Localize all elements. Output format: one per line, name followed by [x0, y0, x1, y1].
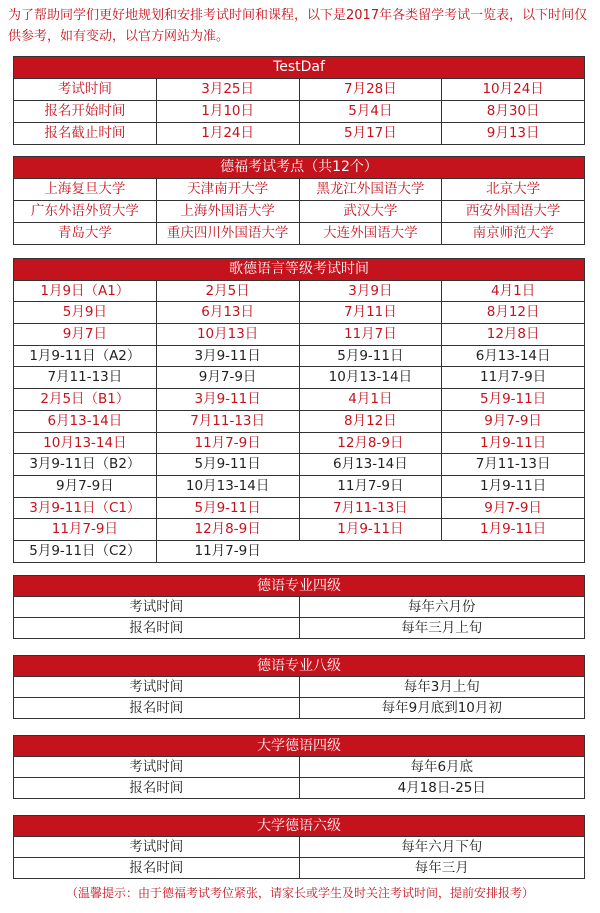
table-cell: 9月13日: [441, 123, 584, 144]
table-cell: 7月28日: [299, 79, 442, 100]
table-cell: 3月9-11日（B2）: [29, 456, 141, 473]
table-row: [14, 697, 584, 718]
table-cell: 9月7-9日: [441, 411, 584, 432]
table-cell: 南京师范大学: [441, 223, 584, 244]
table-row: [14, 301, 584, 323]
table-cell: 11月7-9日: [441, 367, 584, 388]
table-cell: 6月13日: [156, 302, 299, 323]
table-cell: 6月13-14日: [47, 412, 123, 429]
table-row: [14, 432, 584, 454]
table-cell: 7月11-13日: [299, 498, 442, 519]
table-cell: 重庆四川外国语大学: [156, 223, 299, 244]
testdaf-title: TestDaf: [14, 57, 584, 78]
table-cell: 上海复旦大学: [44, 181, 126, 197]
table-row: [14, 78, 584, 100]
table-cell: 每年三月上旬: [299, 618, 585, 638]
table-cell: 考试时间: [129, 839, 184, 855]
table-row: [14, 676, 584, 697]
table-cell: 1月9日（A1）: [40, 282, 130, 299]
table-cell: 3月9-11日: [156, 346, 299, 367]
goethe-exam-table: [13, 258, 585, 563]
table-cell: 1月9-11日: [299, 519, 442, 540]
table-cell: 5月9-11日: [156, 454, 299, 475]
table-row: [14, 756, 584, 777]
table-cell: 每年六月份: [299, 597, 585, 617]
table-cell: 考试时间: [129, 599, 184, 615]
table-cell: 1月10日: [156, 101, 299, 122]
table-row: [14, 345, 584, 367]
table-cell: 11月7-9日: [51, 521, 118, 538]
table-cell: 考试时间: [129, 679, 184, 695]
testdaf-table: [13, 56, 585, 145]
cet4-title: 大学德语四级: [14, 736, 584, 756]
table-cell: 北京大学: [441, 179, 584, 200]
table-cell: 1月9-11日（A2）: [29, 347, 141, 364]
footnote: （温馨提示：由于德福考试考位紧张，请家长或学生及时关注考试时间，提前安排报考）: [65, 886, 534, 900]
table-row: [14, 222, 584, 244]
tdp8-title: 德语专业八级: [14, 656, 584, 676]
table-cell: 1月9-11日: [441, 433, 584, 454]
table-row: [14, 836, 584, 857]
table-row: [14, 323, 584, 345]
table-cell: 11月7日: [299, 324, 442, 345]
table-cell: 10月24日: [441, 79, 584, 100]
table-row: [14, 100, 584, 122]
table-cell: 3月25日: [156, 79, 299, 100]
table-cell: 4月1日: [299, 389, 442, 410]
table-cell: 7月11-13日: [441, 454, 584, 475]
table-cell: 5月4日: [299, 101, 442, 122]
table-cell: 10月13-14日: [43, 434, 127, 451]
table-cell: 11月7-9日: [156, 541, 299, 562]
table-row: [14, 540, 584, 562]
table-cell: 9月7-9日: [156, 367, 299, 388]
table-cell: 5月9-11日: [441, 389, 584, 410]
cet6-table: [13, 815, 585, 879]
table-cell: 1月9-11日: [441, 476, 584, 497]
tdp4-title: 德语专业四级: [14, 576, 584, 596]
table-row: [14, 518, 584, 540]
table-cell: 考试时间: [57, 81, 112, 97]
test-centers-table: [13, 156, 585, 245]
table-cell: 12月8-9日: [299, 433, 442, 454]
table-cell: 5月9-11日: [156, 498, 299, 519]
table-row: [14, 617, 584, 638]
table-cell: 天津南开大学: [156, 179, 299, 200]
table-cell: 10月13-14日: [299, 367, 442, 388]
table-cell: 2月5日（B1）: [40, 391, 130, 408]
table-row: [14, 178, 584, 200]
table-cell: 8月12日: [299, 411, 442, 432]
cet4-table: [13, 735, 585, 799]
table-cell: 8月12日: [441, 302, 584, 323]
table-cell: 5月9日: [62, 304, 107, 321]
table-cell: 1月24日: [156, 123, 299, 144]
table-cell: 12月8-9日: [156, 519, 299, 540]
table-cell: 西安外国语大学: [441, 201, 584, 222]
table-cell: 5月9-11日: [299, 346, 442, 367]
table-cell: 青岛大学: [57, 225, 112, 241]
table-cell: 每年9月底到10月初: [299, 698, 585, 718]
table-row: [14, 366, 584, 388]
table-row: [14, 777, 584, 798]
table-cell: 9月7-9日: [56, 477, 114, 494]
table-cell: 大连外国语大学: [299, 223, 442, 244]
table-row: [14, 122, 584, 144]
table-cell: 12月8日: [441, 324, 584, 345]
table-cell: 报名开始时间: [44, 103, 126, 119]
table-row: [14, 857, 584, 878]
table-row: [14, 388, 584, 410]
table-cell: 4月1日: [441, 281, 584, 302]
table-cell: 1月9-11日: [441, 519, 584, 540]
table-cell: 报名时间: [129, 860, 184, 876]
table-row: [14, 475, 584, 497]
table-cell: 3月9日: [299, 281, 442, 302]
table-cell: 每年6月底: [299, 757, 585, 777]
table-cell: 每年三月: [299, 858, 585, 878]
table-cell: 6月13-14日: [441, 346, 584, 367]
table-cell: 黑龙江外国语大学: [299, 179, 442, 200]
table-cell: 5月9-11日（C2）: [29, 542, 141, 559]
table-cell: 报名时间: [129, 700, 184, 716]
table-cell: 每年六月下旬: [299, 837, 585, 857]
table-row: [14, 200, 584, 222]
table-cell: 武汉大学: [299, 201, 442, 222]
table-cell: 每年3月上旬: [299, 677, 585, 697]
table-cell: 3月9-11日（C1）: [29, 499, 141, 516]
table-cell: 报名时间: [129, 780, 184, 796]
table-cell: 11月7-9日: [156, 433, 299, 454]
table-cell: 9月7日: [62, 326, 107, 343]
test-centers-title: 德福考试考点（共12个）: [14, 157, 584, 178]
table-row: [14, 280, 584, 302]
table-cell: 报名截止时间: [44, 125, 126, 141]
table-row: [14, 453, 584, 475]
table-cell: 10月13-14日: [156, 476, 299, 497]
intro-text: 为了帮助同学们更好地规划和安排考试时间和课程，以下是2017年各类留学考试一览表，以下时间仅供参考，如有变动，以官方网站为准。: [8, 8, 588, 44]
table-cell: 广东外语外贸大学: [30, 203, 139, 219]
table-cell: 3月9-11日: [156, 389, 299, 410]
table-cell: 7月11-13日: [47, 369, 123, 386]
table-cell: 11月7-9日: [299, 476, 442, 497]
table-cell: 10月13日: [156, 324, 299, 345]
cet6-title: 大学德语六级: [14, 816, 584, 836]
table-cell: 8月30日: [441, 101, 584, 122]
goethe-exam-title: 歌德语言等级考试时间: [14, 259, 584, 280]
tdp8-table: [13, 655, 585, 719]
table-cell: 7月11日: [299, 302, 442, 323]
table-cell: 7月11-13日: [156, 411, 299, 432]
table-row: [14, 410, 584, 432]
table-cell: 6月13-14日: [299, 454, 442, 475]
table-cell: 2月5日: [156, 281, 299, 302]
table-row: [14, 497, 584, 519]
table-row: [14, 596, 584, 617]
tdp4-table: [13, 575, 585, 639]
table-cell: 上海外国语大学: [156, 201, 299, 222]
table-cell: 4月18日-25日: [299, 778, 585, 798]
table-cell: 考试时间: [129, 759, 184, 775]
table-cell: 9月7-9日: [441, 498, 584, 519]
table-cell: 5月17日: [299, 123, 442, 144]
table-cell: 报名时间: [129, 620, 184, 636]
